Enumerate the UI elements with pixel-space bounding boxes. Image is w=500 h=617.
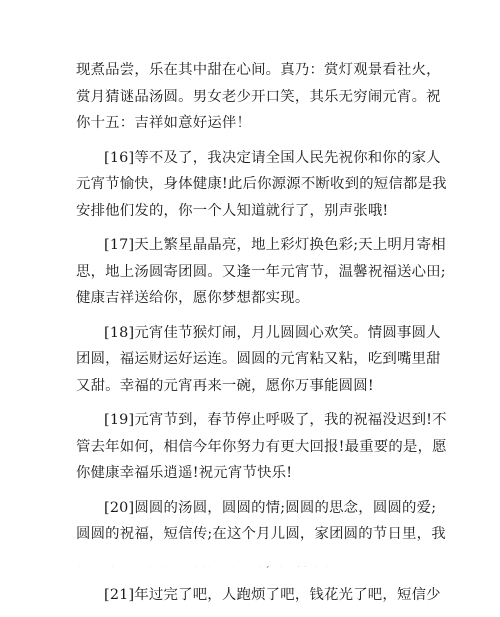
text-line: 圆圆的祝福，短信传;在这个月儿圆，家团圆的节日里，我 [76,526,446,542]
text-line: [19]元宵节到，春节停止呼吸了，我的祝福没迟到!不 [104,412,447,428]
text-line: 赏月猜谜品汤圆。男女老少开口笑，其乐无穷闹元宵。祝 [76,88,441,105]
text-line: 你十五：吉祥如意好运伴！ [76,115,252,131]
text-line: 又甜。幸福的元宵再来一碗，愿你万事能圆圆! [76,377,374,394]
paragraph-18 [76,320,441,400]
text-line: [21]年过完了吧，人跑烦了吧，钱花光了吧，短信少 [104,587,441,603]
text-line: 健康吉祥送给你，愿你梦想都实现。 [76,290,310,306]
text-line: 团圆，福运财运好运连。圆圆的元宵粘又粘，吃到嘴里甜 [76,351,441,367]
text-line: [20]圆圆的汤圆，圆圆的情;圆圆的思念，圆圆的爱; [104,499,437,516]
document-body [76,57,447,617]
paragraph-15-continued [76,57,441,137]
paragraph-17 [76,232,446,312]
text-line: 元宵节愉快，身体健康!此后你源源不断收到的短信都是我 [76,176,447,192]
paragraph-19 [76,407,447,487]
text-line: [18]元宵佳节猴灯闹，月儿圆圆心欢笑。情圆事圆人 [104,324,441,341]
page-bottom-edge [0,548,500,566]
text-line: 管去年如何，相信今年你努力有更大回报!最重要的是，愿 [76,438,447,455]
paragraph-21 [76,582,441,609]
text-line: 你健康幸福乐逍遥!祝元宵节快乐! [76,465,293,481]
text-line: 思，地上汤圆寄团圆。又逢一年元宵节，温馨祝福送心田; [76,263,446,280]
text-line: 安排他们发的，你一个人知道就行了，别声张哦! [76,202,389,219]
text-line: [17]天上繁星晶晶亮，地上彩灯换色彩;天上明月寄相 [104,237,446,253]
text-line: [16]等不及了，我决定请全国人民先祝你和你的家人 [104,149,441,166]
paragraph-16 [76,145,447,225]
text-line: 现煮品尝，乐在其中甜在心间。真乃：赏灯观景看社火， [76,62,441,78]
